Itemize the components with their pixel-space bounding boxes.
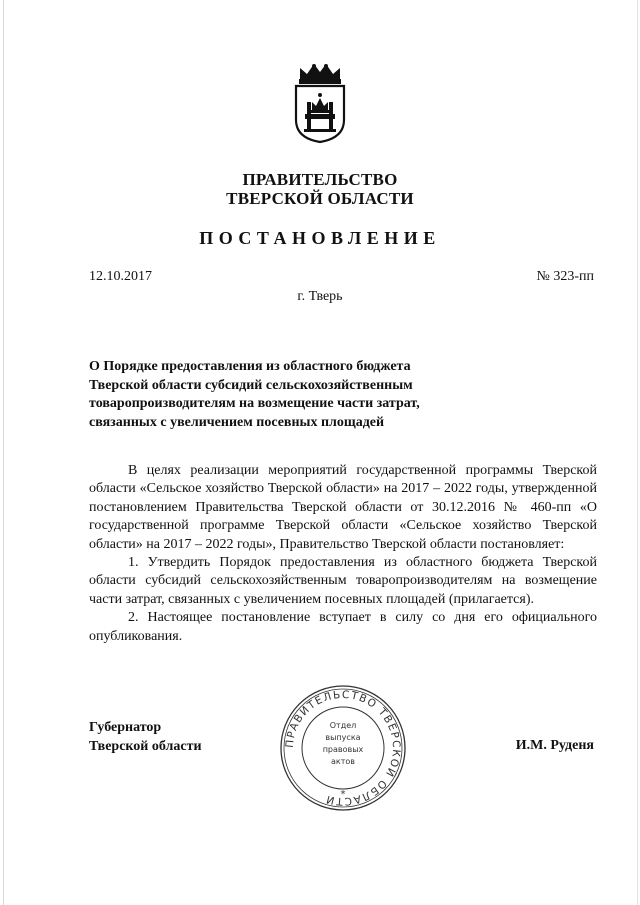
signatory-title-line1: Губернатор xyxy=(89,720,162,735)
document-date: 12.10.2017 xyxy=(89,269,152,284)
signatory-title xyxy=(89,718,202,756)
official-stamp xyxy=(278,683,408,813)
subject-line: товаропроизводителям на возмещение части затрат, xyxy=(89,396,420,411)
document-city: г. Тверь xyxy=(297,289,343,304)
coat-of-arms-icon xyxy=(292,62,348,144)
org-name-line1: ПРАВИТЕЛЬСТВО xyxy=(242,170,398,189)
org-name-line2: ТВЕРСКОЙ ОБЛАСТИ xyxy=(226,189,414,208)
body-paragraph-item-1: 1. Утвердить Порядок предоставления из областного бюджета Тверской области субсидий сельскохозяйственным товаропроизводителям на возмещение части затрат, связанных с увеличением посевных площадей (прилагается). xyxy=(89,555,597,607)
subject-line: Тверской области субсидий сельскохозяйственным xyxy=(89,377,413,393)
subject-line: связанных с увеличением посевных площадей xyxy=(89,414,385,430)
document-subject xyxy=(89,358,509,432)
stamp-center-line4: актов xyxy=(330,757,356,766)
body-paragraph-item-2: 2. Настоящее постановление вступает в силу со дня его официального опубликования. xyxy=(89,610,597,644)
document-body xyxy=(89,462,597,646)
signatory-name: И.М. Руденя xyxy=(515,738,594,753)
stamp-ring-text: ПРАВИТЕЛЬСТВО ТВЕРСКОЙ ОБЛАСТИ xyxy=(283,688,403,808)
scan-edge-right xyxy=(637,0,638,905)
scan-edge-left xyxy=(3,0,4,905)
body-paragraph-preamble: В целях реализации мероприятий государственной программы Тверской области «Сельское хозяйство Тверской области» на 2017 – 2022 годы, утвержденной постановлением Правительства Тверской области от 30.12.2016 № 460-пп «О государственной программе Тверской области «Сельское хозяйство Тверской области» на 2017 – 2022 годы», Правительство Тверской области постановляет: xyxy=(89,463,597,552)
signatory-title-line2: Тверской области xyxy=(89,739,202,754)
document-type: ПОСТАНОВЛЕНИЕ xyxy=(199,228,441,248)
stamp-star: * xyxy=(340,789,346,800)
document-number: № 323-пп xyxy=(536,269,594,284)
stamp-center-line3: правовых xyxy=(322,745,364,754)
stamp-center-line1: Отдел xyxy=(329,721,357,730)
subject-line: О Порядке предоставления из областного бюджета xyxy=(89,359,411,374)
stamp-center-line2: выпуска xyxy=(325,733,361,742)
